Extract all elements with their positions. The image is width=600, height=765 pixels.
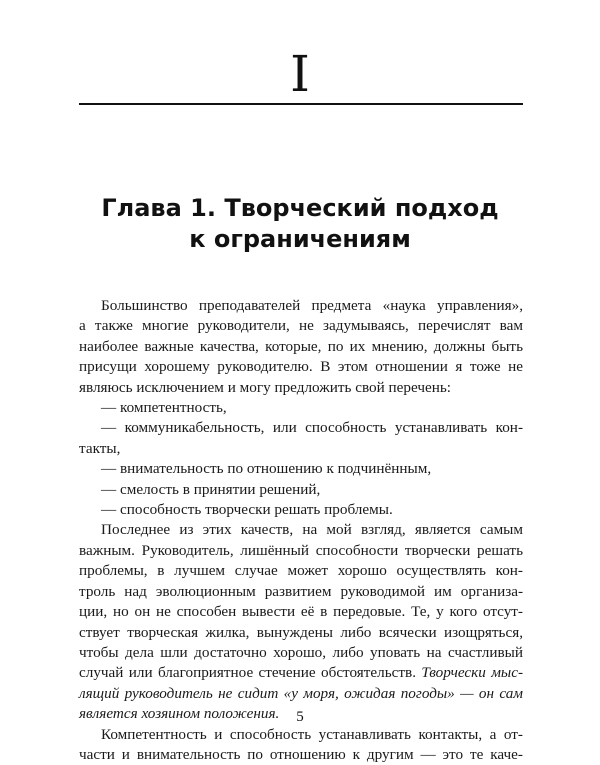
italic-segment: Творчески мыс-: [421, 664, 524, 682]
italic-line: является хозяином положения.: [79, 705, 280, 723]
italic-line: лящий руководитель не сидит «у моря, ожидая погоды» — он сам: [79, 684, 523, 702]
text-line: части и внимательность по отношению к другим — это те каче-: [79, 745, 523, 763]
list-item: — компетентность,: [101, 399, 227, 417]
part-numeral: I: [290, 45, 310, 103]
list-item: — коммуникабельность, или способность устанавливать кон-: [101, 419, 523, 437]
list-item: — способность творчески решать проблемы.: [101, 501, 393, 519]
text-line: такты,: [79, 439, 121, 457]
text-line: присущи хорошему руководителю. В этом отношении я тоже не: [79, 358, 523, 376]
chapter-title: [0, 193, 600, 255]
text-line: проблемы, в лучшем случае может хорошо осуществлять кон-: [79, 562, 523, 580]
list-item: — смелость в принятии решений,: [101, 480, 321, 498]
chapter-title-line-1: Глава 1. Творческий подход: [101, 194, 499, 222]
chapter-body: [79, 296, 523, 765]
text-line: Последнее из этих качеств, на мой взгляд, является самым: [101, 521, 523, 539]
text-line: чтобы дела шли достаточно хорошо, либо уповать на счастливый: [79, 643, 523, 661]
text-line: а также многие руководители, не задумываясь, перечислят вам: [79, 317, 523, 335]
text-segment: случай или благоприятное стечение обстоятельств.: [79, 664, 422, 682]
text-line: троль над эволюционным развитием руководимой им организа-: [79, 582, 523, 600]
text-line-mixed: [79, 663, 523, 683]
text-line: важным. Руководитель, лишённый способности творчески решать: [79, 541, 523, 559]
text-line: являюсь исключением и могу предложить свой перечень:: [79, 378, 452, 396]
text-line: Большинство преподавателей предмета «наука управления»,: [101, 297, 523, 314]
text-line: ции, но он не способен вывести её в передовые. Те, у кого отсут-: [79, 603, 523, 621]
text-line: наиболее важные качества, которые, по их мнению, должны быть: [79, 337, 523, 355]
text-line: ствует творческая жилка, вынуждены либо всячески изощряться,: [79, 623, 523, 641]
part-divider-rule: [79, 103, 523, 105]
text-line: Компетентность и способность устанавливать контакты, а от-: [101, 725, 523, 743]
page-number: 5: [296, 709, 304, 725]
list-item: — внимательность по отношению к подчинённым,: [101, 460, 432, 478]
chapter-title-line-2: к ограничениям: [189, 225, 411, 253]
